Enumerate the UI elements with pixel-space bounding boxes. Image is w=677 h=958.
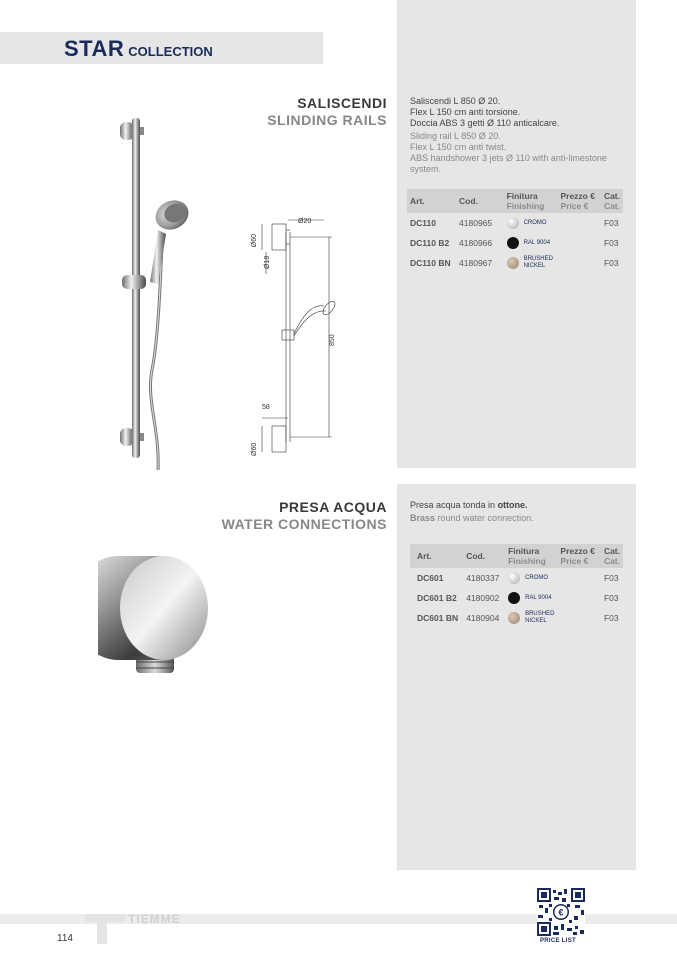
cod: 4180966 — [459, 238, 493, 248]
page-number: 114 — [57, 933, 73, 944]
table-header — [410, 544, 623, 568]
cat: F03 — [603, 218, 619, 228]
price-table-rails — [407, 189, 623, 273]
dim-label: Ø60 — [251, 234, 258, 248]
cat: F03 — [603, 258, 619, 268]
finish-cell: RAL 9004 — [504, 233, 558, 253]
finish-cell: BRUSHED NICKEL — [505, 608, 557, 628]
collection-label: COLLECTION — [128, 44, 213, 59]
collection-title — [64, 36, 213, 62]
water-connection-image — [98, 548, 218, 683]
table-row — [410, 568, 623, 588]
nickel-swatch-icon — [507, 257, 519, 269]
rails-description — [410, 96, 630, 175]
art-code: DC110 BN — [410, 258, 451, 268]
desc-it-3: Doccia ABS 3 getti Ø 110 anticalcare. — [410, 118, 560, 128]
nickel-swatch-icon — [508, 612, 520, 624]
title-en: SLINDING RAILS — [267, 112, 387, 128]
cat: F03 — [603, 573, 619, 583]
art-code: DC601 BN — [417, 613, 459, 623]
title-en: WATER CONNECTIONS — [221, 516, 387, 532]
table-row — [410, 588, 623, 608]
finish-cell: CROMO — [504, 213, 558, 233]
table-row — [407, 213, 623, 233]
col-finish: Finitura Finishing — [505, 544, 557, 568]
col-cod: Cod. — [456, 189, 504, 213]
footer-brand: TIEMME — [128, 912, 181, 926]
cod: 4180902 — [466, 593, 500, 603]
desc-en-3: ABS handshower 3 jets Ø 110 with anti-limestone system. — [410, 153, 607, 174]
title-it: PRESA ACQUA — [279, 499, 387, 515]
art-code: DC601 — [417, 573, 444, 583]
desc-en-1: Sliding rail L 850 Ø 20. — [410, 131, 501, 141]
black-swatch-icon — [508, 592, 520, 604]
chrome-swatch-icon — [507, 217, 519, 229]
art-code: DC601 B2 — [417, 593, 457, 603]
table-row — [407, 233, 623, 253]
price-table-connections — [410, 544, 623, 628]
cod: 4180904 — [466, 613, 500, 623]
table-row — [407, 253, 623, 273]
col-cat: Cat. Cat. — [601, 544, 623, 568]
finish-cell: BRUSHED NICKEL — [504, 253, 558, 273]
art-code: DC110 — [410, 218, 436, 228]
table-row — [410, 608, 623, 628]
dim-label: Ø18 — [264, 255, 271, 269]
cat: F03 — [603, 613, 619, 623]
sliding-rail-image — [100, 110, 210, 475]
cat: F03 — [603, 593, 619, 603]
dim-label: 58 — [262, 404, 270, 411]
section-title-connections — [222, 499, 387, 533]
connection-description — [410, 500, 630, 524]
col-price: Prezzo € Price € — [557, 189, 600, 213]
table-header — [407, 189, 623, 213]
desc-it: Presa acqua tonda in ottone. — [410, 500, 528, 510]
svg-text:€: € — [558, 907, 564, 918]
col-finish: Finitura Finishing — [504, 189, 558, 213]
dim-label: 850 — [329, 334, 336, 346]
cod: 4180965 — [459, 218, 493, 228]
section-title-rails — [267, 95, 387, 129]
col-art: Art. — [407, 189, 456, 213]
rail-technical-drawing — [244, 212, 344, 462]
qr-code-icon[interactable] — [537, 888, 585, 936]
desc-en: Brass round water connection. — [410, 513, 534, 523]
finish-cell: CROMO — [505, 568, 557, 588]
desc-it-2: Flex L 150 cm anti torsione. — [410, 107, 521, 117]
col-price: Prezzo € Price € — [557, 544, 601, 568]
desc-it-1: Saliscendi L 850 Ø 20. — [410, 96, 501, 106]
cod: 4180967 — [459, 258, 493, 268]
art-code: DC110 B2 — [410, 238, 450, 248]
dim-label: Ø60 — [251, 442, 258, 456]
brand-logo-icon — [85, 912, 125, 946]
cat: F03 — [603, 238, 619, 248]
finish-cell: RAL 9004 — [505, 588, 557, 608]
desc-en-2: Flex L 150 cm anti twist. — [410, 142, 507, 152]
brand-name: STAR — [64, 36, 125, 61]
col-cod: Cod. — [463, 544, 505, 568]
cod: 4180337 — [466, 573, 500, 583]
col-cat: Cat. Cat. — [601, 189, 623, 213]
chrome-swatch-icon — [508, 572, 520, 584]
dim-label: Ø20 — [298, 218, 312, 225]
col-art: Art. — [410, 544, 463, 568]
spec-panel-connections — [397, 484, 636, 870]
qr-label: PRICE LIST — [540, 938, 577, 944]
black-swatch-icon — [507, 237, 519, 249]
title-it: SALISCENDI — [297, 95, 387, 111]
